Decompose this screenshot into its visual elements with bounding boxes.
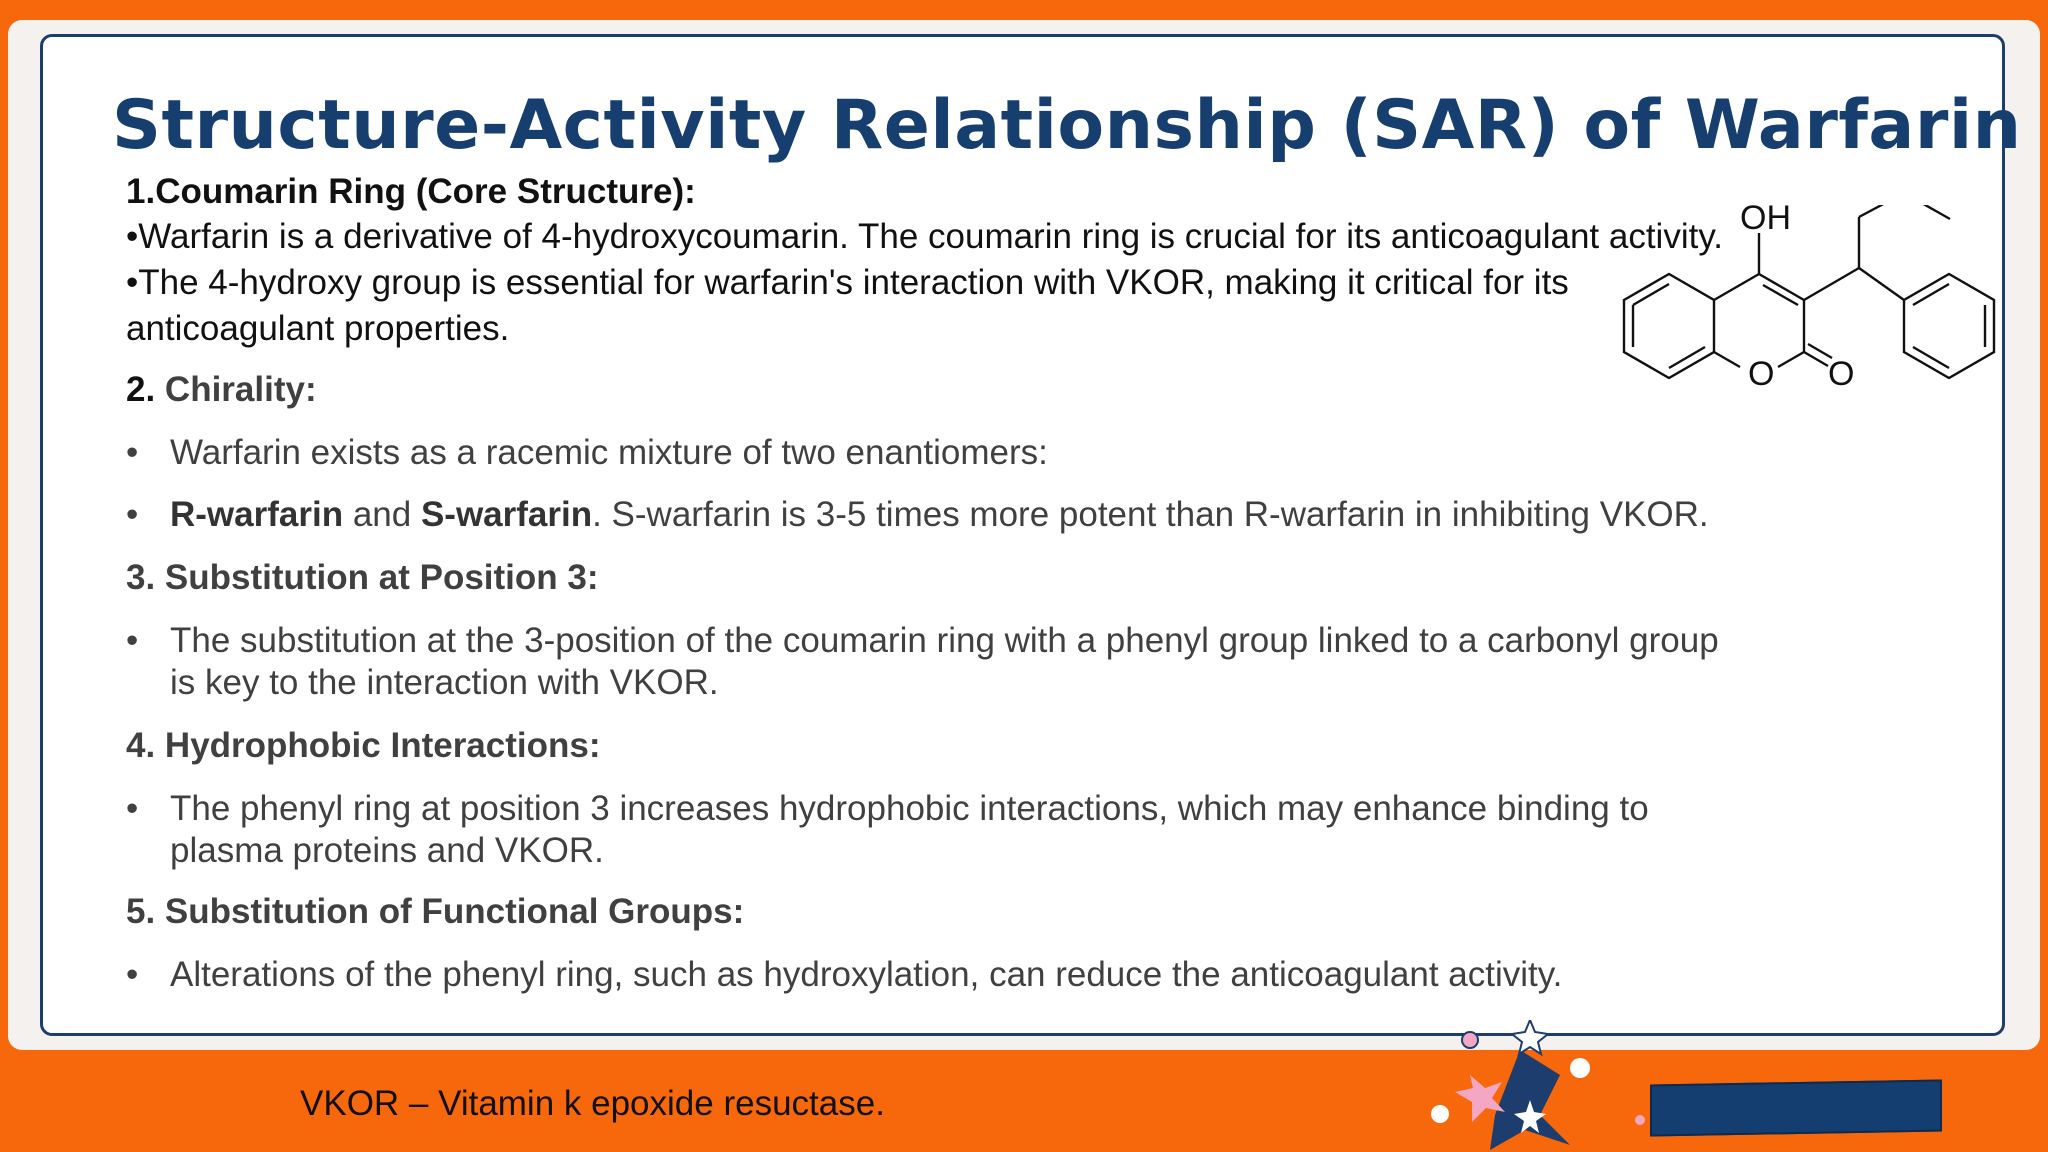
bullet-text: plasma proteins and VKOR.	[170, 831, 604, 870]
bullet-text: and	[343, 495, 421, 534]
circle-icon	[1462, 1032, 1478, 1048]
bullet-dot: •	[126, 955, 139, 994]
warfarin-structure	[1600, 205, 2020, 505]
paragraph-line: anticoagulant properties.	[126, 309, 510, 348]
section-heading: 1.Coumarin Ring (Core Structure):	[126, 172, 696, 211]
bullet-dot: •	[126, 621, 139, 660]
bullet-item	[126, 620, 1719, 704]
slide-title: Structure-Activity Relationship (SAR) of Warfarin	[112, 86, 2022, 165]
bullet-text: Warfarin exists as a racemic mixture of two enantiomers:	[170, 433, 1048, 472]
bullet-text: . S-warfarin is 3-5 times more potent than R-warfarin in inhibiting VKOR.	[592, 495, 1709, 534]
bullet-dot: •	[126, 433, 139, 472]
bullet-item	[126, 432, 1048, 474]
footer-decorative-bar	[1650, 1079, 1942, 1136]
section-hydrophobic	[126, 724, 601, 768]
bullet-text: The substitution at the 3-position of the coumarin ring with a phenyl group linked to a carbonyl group	[170, 621, 1719, 660]
circle-icon	[1431, 1105, 1449, 1123]
ring-oxygen-label: O	[1748, 355, 1775, 393]
carbonyl-oxygen-label: O	[1828, 355, 1855, 393]
section-functional-groups	[126, 890, 744, 934]
bullet-dot: •	[126, 495, 139, 534]
circle-icon	[1570, 1058, 1590, 1078]
section-heading-text: Chirality:	[155, 370, 317, 409]
section-chirality	[126, 368, 317, 412]
section-substitution-position-3	[126, 556, 599, 600]
s-warfarin-text: S-warfarin	[420, 495, 593, 534]
paragraph-line: •The 4-hydroxy group is essential for warfarin's interaction with VKOR, making it critical for its	[126, 263, 1569, 302]
footer-note: VKOR – Vitamin k epoxide resuctase.	[300, 1084, 885, 1123]
section-number: 2.	[126, 370, 156, 409]
bullet-item	[126, 788, 1649, 872]
circle-icon	[1635, 1115, 1645, 1125]
section-heading: 3. Substitution at Position 3:	[126, 558, 599, 597]
bullet-text: is key to the interaction with VKOR.	[170, 663, 719, 702]
star-outline-icon	[1512, 1020, 1548, 1054]
star-icon	[1455, 1050, 1570, 1150]
section-heading: 5. Substitution of Functional Groups:	[126, 892, 745, 931]
bullet-text: The phenyl ring at position 3 increases hydrophobic interactions, which may enhance binding to	[170, 789, 1649, 828]
section-heading: 4. Hydrophobic Interactions:	[126, 726, 601, 765]
bullet-text: Alterations of the phenyl ring, such as hydroxylation, can reduce the anticoagulant activity.	[170, 955, 1563, 994]
bullet-item	[126, 954, 1562, 996]
r-warfarin-text: R-warfarin	[170, 495, 344, 534]
oh-label: OH	[1740, 205, 1791, 237]
decorative-stars	[1410, 1020, 1660, 1152]
section-heading	[126, 368, 317, 412]
section-coumarin-ring	[126, 170, 1723, 352]
bullet-item	[126, 494, 1709, 536]
paragraph-line: •Warfarin is a derivative of 4-hydroxycoumarin. The coumarin ring is crucial for its anticoagulant activity.	[126, 217, 1723, 256]
bullet-dot: •	[126, 789, 139, 828]
